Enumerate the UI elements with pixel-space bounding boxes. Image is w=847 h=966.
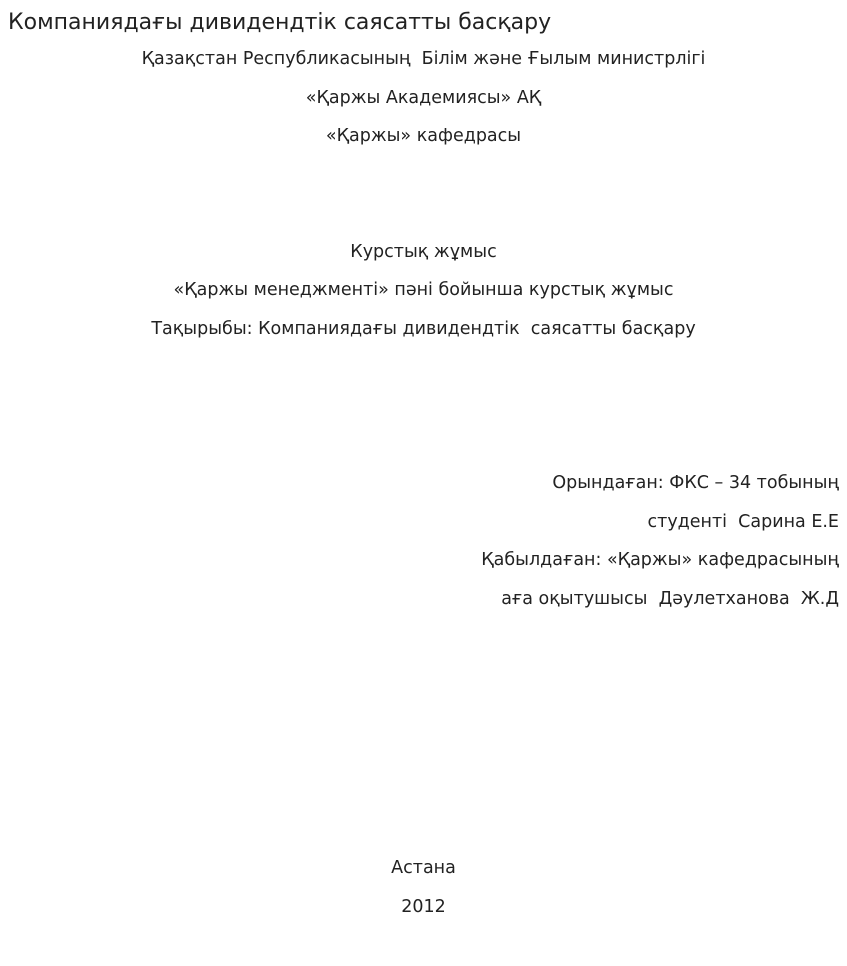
topic-line: Тақырыбы: Компаниядағы дивидендтік саясатты басқару (151, 319, 696, 339)
year-line: 2012 (401, 897, 446, 917)
student-line: студенті Сарина Е.Е (647, 512, 839, 532)
page-title: Компаниядағы дивидендтік саясатты басқару (8, 10, 552, 35)
accepted-by-line: Қабылдаған: «Қаржы» кафедрасының (481, 550, 839, 570)
department-line: «Қаржы» кафедрасы (325, 126, 522, 146)
city-line: Астана (391, 858, 456, 878)
subject-line: «Қаржы менеджменті» пәні бойынша курстық жұмыс (173, 280, 674, 300)
ministry-line: Қазақстан Республикасының Білім және Ғылым министрлігі (141, 49, 706, 69)
academy-line: «Қаржы Академиясы» АҚ (305, 88, 542, 108)
performed-by-line: Орындаған: ФКС – 34 тобының (552, 473, 839, 493)
teacher-line: аға оқытушысы Дәулетханова Ж.Д (501, 589, 839, 609)
work-type-line: Курстық жұмыс (350, 242, 497, 262)
